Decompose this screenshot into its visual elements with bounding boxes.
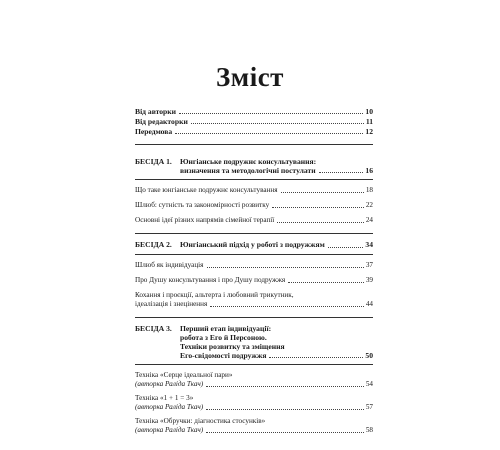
- section-title-line: Его-свідомості подружжя: [180, 351, 267, 361]
- toc-entry-label: Від авторки: [135, 107, 177, 116]
- section-page: 34: [365, 240, 373, 250]
- toc-entry-front-3[interactable]: [135, 126, 373, 136]
- dot-leader: [191, 123, 364, 124]
- toc-entry-author: (авторка Раліда Ткач): [135, 426, 204, 435]
- toc-entry[interactable]: [135, 394, 373, 412]
- toc-entry-page: 39: [365, 275, 373, 284]
- toc-entry-label: Основні ідеї різних напрямів сімейної терапії: [135, 216, 275, 225]
- dot-leader: [288, 282, 364, 283]
- toc-entry[interactable]: [135, 261, 373, 270]
- toc-entry-label: Техніка «Серце ідеальної пари»: [135, 371, 233, 380]
- toc-entry-page: 11: [365, 117, 373, 126]
- section-title-line: Техніки розвитку та зміщення: [180, 342, 285, 352]
- dot-leader: [179, 113, 363, 114]
- toc-entry-page: 44: [365, 299, 373, 308]
- toc-entry-author: (авторка Раліда Ткач): [135, 403, 204, 412]
- dot-leader: [175, 133, 363, 134]
- section-label: БЕСІДА 2.: [135, 240, 172, 250]
- dot-leader: [328, 247, 364, 248]
- section-divider: [135, 144, 373, 145]
- toc-entry-label: Шлюб як індивідуація: [135, 260, 204, 269]
- section-title-line: визначення та методологічні постулати: [180, 166, 316, 176]
- dot-leader: [281, 192, 364, 193]
- toc-entry-page: 22: [365, 201, 373, 210]
- toc-section-2[interactable]: [135, 240, 373, 249]
- toc-entry-page: 57: [365, 403, 373, 412]
- section-title-line: робота з Его й Персоною.: [180, 332, 267, 342]
- section-divider: [135, 317, 373, 318]
- toc-section-3[interactable]: [135, 324, 373, 361]
- dot-leader: [210, 306, 364, 307]
- toc-entry-page: 18: [365, 186, 373, 195]
- toc-entry-label: Техніка «1 + 1 = 3»: [135, 394, 194, 403]
- toc-entry-label: Шлюб: сутність та закономірності розвитку: [135, 201, 270, 210]
- dot-leader: [206, 386, 364, 387]
- toc-entry-page: 58: [365, 426, 373, 435]
- section-title-line: Юнгіанське подружнє консультування:: [180, 157, 317, 166]
- section-page: 16: [365, 166, 373, 176]
- dot-leader: [206, 432, 364, 433]
- dot-leader: [272, 207, 364, 208]
- dot-leader: [277, 222, 364, 223]
- dot-leader: [319, 172, 364, 173]
- toc-entry[interactable]: [135, 201, 373, 210]
- dot-leader: [206, 409, 364, 410]
- dot-leader: [269, 357, 363, 358]
- toc-entry-page: 54: [365, 380, 373, 389]
- toc-entry-front-1[interactable]: [135, 106, 373, 116]
- section-page: 50: [365, 351, 373, 361]
- toc-entry-page: 37: [365, 260, 373, 269]
- section-divider: [135, 179, 373, 180]
- toc-entry-front-2[interactable]: [135, 116, 373, 126]
- toc-entry-label: ідеалізація і знецінення: [135, 299, 208, 308]
- toc-entry-label: Від редакторки: [135, 117, 188, 126]
- toc-entry-label: Про Душу консультування і про Душу подружжя: [135, 275, 286, 284]
- section-title-line: Юнгіанський підхід у роботі з подружжям: [180, 240, 325, 250]
- page-title: Зміст: [216, 62, 284, 92]
- dot-leader: [207, 267, 364, 268]
- toc-entry-page: 12: [365, 127, 373, 136]
- table-of-contents: [135, 106, 373, 435]
- toc-entry-label: Кохання і проєкції, альтерта і любовний трикутник,: [135, 290, 294, 299]
- toc-entry-page: 10: [365, 107, 373, 116]
- section-divider: [135, 254, 373, 255]
- toc-entry[interactable]: [135, 216, 373, 225]
- toc-section-1[interactable]: [135, 157, 373, 175]
- toc-entry[interactable]: [135, 186, 373, 195]
- toc-entry-page: 24: [365, 216, 373, 225]
- toc-entry-author: (авторка Раліда Ткач): [135, 380, 204, 389]
- section-title-line: Перший етап індивідуації:: [180, 323, 272, 333]
- toc-entry-label: Техніка «Обручки: діагностика стосунків»: [135, 417, 266, 426]
- toc-entry[interactable]: [135, 371, 373, 389]
- section-label: БЕСІДА 1.: [135, 157, 172, 166]
- section-divider: [135, 233, 373, 234]
- section-divider: [135, 364, 373, 365]
- toc-entry[interactable]: [135, 417, 373, 435]
- toc-entry-label: Що таке юнгіанське подружнє консультування: [135, 186, 278, 195]
- toc-entry[interactable]: [135, 276, 373, 285]
- toc-entry[interactable]: [135, 291, 373, 309]
- toc-entry-label: Передмова: [135, 127, 173, 136]
- section-label: БЕСІДА 3.: [135, 323, 172, 333]
